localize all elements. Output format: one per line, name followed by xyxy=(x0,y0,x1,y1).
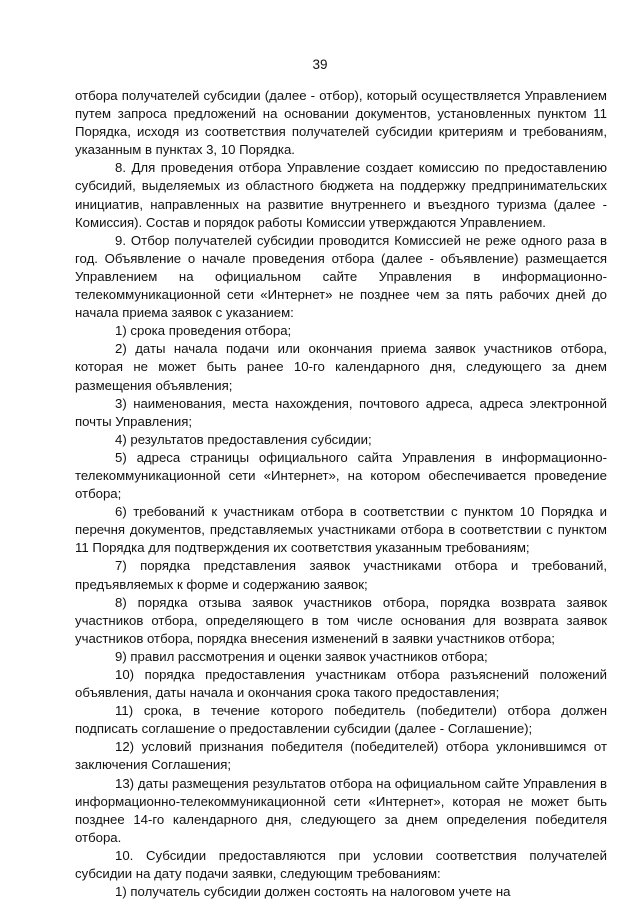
list-item-5: 5) адреса страницы официального сайта Управления в информационно-телекоммуникационной сети «Интернет», на котором обеспечивается проведение отбора; xyxy=(75,449,607,502)
page-number: 39 xyxy=(312,57,328,72)
list-item-1: 1) срока проведения отбора; xyxy=(115,323,292,339)
requirement-item-1: 1) получатель субсидии должен состоять на налоговом учете на xyxy=(115,884,511,900)
list-item-9: 9) правил рассмотрения и оценки заявок участников отбора; xyxy=(115,648,488,664)
paragraph-item-10: 10. Субсидии предоставляются при условии соответствия получателей субсидии на дату подачи заявки, следующим требованиям: xyxy=(75,847,607,882)
list-item-8: 8) порядка отзыва заявок участников отбора, порядка возврата заявок участников отбора, определяющего в том числе основания для возврата заявок участников отбора, порядка внесения изменений в заявки участников отбора; xyxy=(75,594,607,646)
paragraph-item-8: 8. Для проведения отбора Управление создает комиссию по предоставлению субсидий, выделяемых из областного бюджета на поддержку предпринимательских инициатив, направленных на развитие внутреннего и въездного туризма (далее - Комиссия). Состав и порядок работы Комиссии утверждаются Управлением. xyxy=(75,160,607,230)
list-item-6: 6) требований к участникам отбора в соответствии с пунктом 10 Порядка и перечня документов, представляемых участниками отбора в соответствии с пунктом 11 Порядка для подтверждения их соответствия указанным требованиям; xyxy=(75,504,607,556)
list-item-7: 7) порядка представления заявок участниками отбора и требований, предъявляемых к форме и содержанию заявок; xyxy=(75,558,607,592)
list-item-13: 13) даты размещения результатов отбора на официальном сайте Управления в информационно-телекоммуникационной сети «Интернет», которая не может быть позднее 14-го календарного дня, следующего за днем определения победителя отбора. xyxy=(75,775,607,845)
list-item-10: 10) порядка предоставления участникам отбора разъяснений положений объявления, даты начала и окончания срока такого предоставления; xyxy=(75,667,607,701)
paragraph-item-9: 9. Отбор получателей субсидии проводится Комиссией не реже одного раза в год. Объявление о начале проведения отбора (далее - объявление) размещается Управлением на официальном сайте Управления в информационно-телекоммуникационной сети «Интернет» не позднее чем за пять рабочих дней до начала приема заявок с указанием: xyxy=(75,232,607,321)
document-body xyxy=(75,87,607,901)
paragraph-intro-continuation: отбора получателей субсидии (далее - отбор), который осуществляется Управлением путем запроса предложений на основании документов, установленных пунктом 11 Порядка, исходя из соответствия получателей субсидии критериям и требованиям, указанным в пунктах 3, 10 Порядка. xyxy=(75,88,607,158)
list-item-2: 2) даты начала подачи или окончания приема заявок участников отбора, которая не может быть ранее 10-го календарного дня, следующего за днем размещения объявления; xyxy=(75,341,607,393)
list-item-4: 4) результатов предоставления субсидии; xyxy=(115,431,372,447)
list-item-11: 11) срока, в течение которого победитель (победители) отбора должен подписать соглашение о предоставлении субсидии (далее - Соглашение); xyxy=(75,703,607,737)
list-item-3: 3) наименования, места нахождения, почтового адреса, адреса электронной почты Управления; xyxy=(75,395,607,429)
list-item-12: 12) условий признания победителя (победителей) отбора уклонившимся от заключения Соглашения; xyxy=(75,739,607,773)
